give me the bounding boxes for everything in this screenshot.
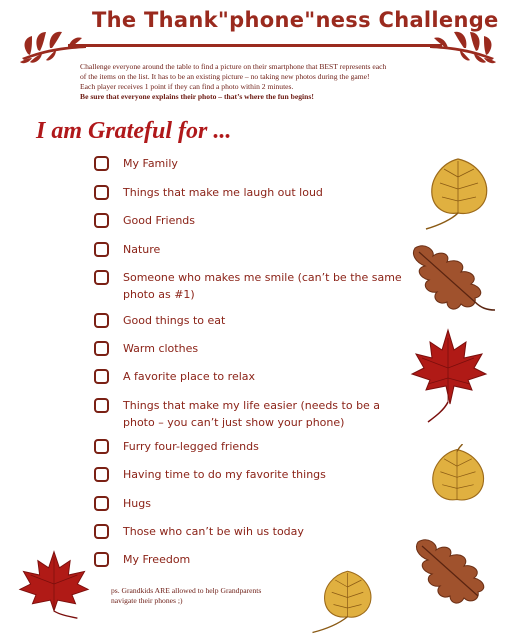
checklist-label: A favorite place to relax: [123, 370, 256, 383]
checkbox-icon[interactable]: [94, 552, 109, 567]
checkbox-icon[interactable]: [94, 242, 109, 257]
maple-leaf-icon: [408, 328, 488, 424]
oak-leaf-icon: [405, 236, 501, 316]
aspen-leaf-icon: [304, 566, 384, 636]
checklist-label: Nature: [123, 243, 161, 256]
checklist-item[interactable]: [94, 241, 403, 258]
checkbox-icon[interactable]: [94, 341, 109, 356]
checklist-item[interactable]: [94, 212, 403, 229]
checkbox-icon[interactable]: [94, 524, 109, 539]
checklist-label: Things that make me laugh out loud: [123, 186, 323, 199]
checkbox-icon[interactable]: [94, 398, 109, 413]
checkbox-icon[interactable]: [94, 369, 109, 384]
branch-right-icon: [428, 18, 498, 66]
postscript: [111, 586, 301, 606]
checklist-item[interactable]: [94, 438, 403, 455]
checklist-item[interactable]: [94, 368, 403, 385]
instructions-emphasis: Be sure that everyone explains their photo – that’s where the fun begins!: [80, 92, 314, 101]
oak-leaf-icon: [408, 530, 504, 610]
aspen-leaf-icon: [418, 153, 498, 233]
page-title: The Thank"phone"ness Challenge: [92, 8, 499, 32]
checklist-label: Furry four-legged friends: [123, 440, 259, 453]
checkbox-icon[interactable]: [94, 496, 109, 511]
header-divider: [68, 44, 442, 47]
postscript-line: ps. Grandkids ARE allowed to help Grandparents: [111, 586, 262, 595]
aspen-leaf-icon: [420, 444, 494, 518]
instructions-line: of the items on the list. It has to be an existing picture – no taking new photos during the game!: [80, 72, 370, 81]
checklist-item[interactable]: [94, 184, 403, 201]
checkbox-icon[interactable]: [94, 270, 109, 285]
checklist-label: Things that make my life easier (needs to be a photo – you can’t just show your phone): [123, 399, 381, 429]
instructions: [80, 62, 450, 102]
checkbox-icon[interactable]: [94, 439, 109, 454]
checklist-item[interactable]: [94, 397, 403, 431]
checklist-item[interactable]: [94, 312, 403, 329]
checklist-label: Good Friends: [123, 214, 196, 227]
checklist-label: Those who can’t be wih us today: [123, 525, 304, 538]
checklist-label: Good things to eat: [123, 314, 226, 327]
checkbox-icon[interactable]: [94, 213, 109, 228]
checklist-label: Someone who makes me smile (can’t be the same photo as #1): [123, 271, 402, 301]
instructions-line: Each player receives 1 point if they can find a photo within 2 minutes.: [80, 82, 294, 91]
checklist-label: My Freedom: [123, 553, 191, 566]
checklist-label: Having time to do my favorite things: [123, 468, 326, 481]
checkbox-icon[interactable]: [94, 185, 109, 200]
checklist-label: Hugs: [123, 497, 151, 510]
maple-leaf-icon: [18, 548, 90, 620]
section-heading: I am Grateful for ...: [36, 118, 232, 144]
checklist-label: Warm clothes: [123, 342, 199, 355]
checklist-item[interactable]: [94, 155, 403, 172]
checklist-label: My Family: [123, 157, 178, 170]
checklist-item[interactable]: [94, 269, 403, 303]
checkbox-icon[interactable]: [94, 156, 109, 171]
checklist-item[interactable]: [94, 523, 403, 540]
checkbox-icon[interactable]: [94, 313, 109, 328]
checklist-item[interactable]: [94, 466, 403, 483]
branch-left-icon: [18, 18, 88, 66]
checkbox-icon[interactable]: [94, 467, 109, 482]
checklist-item[interactable]: [94, 495, 403, 512]
postscript-line: navigate their phones ;): [111, 596, 183, 605]
checklist-item[interactable]: [94, 340, 403, 357]
instructions-line: Challenge everyone around the table to find a picture on their smartphone that BEST represents each: [80, 62, 387, 71]
